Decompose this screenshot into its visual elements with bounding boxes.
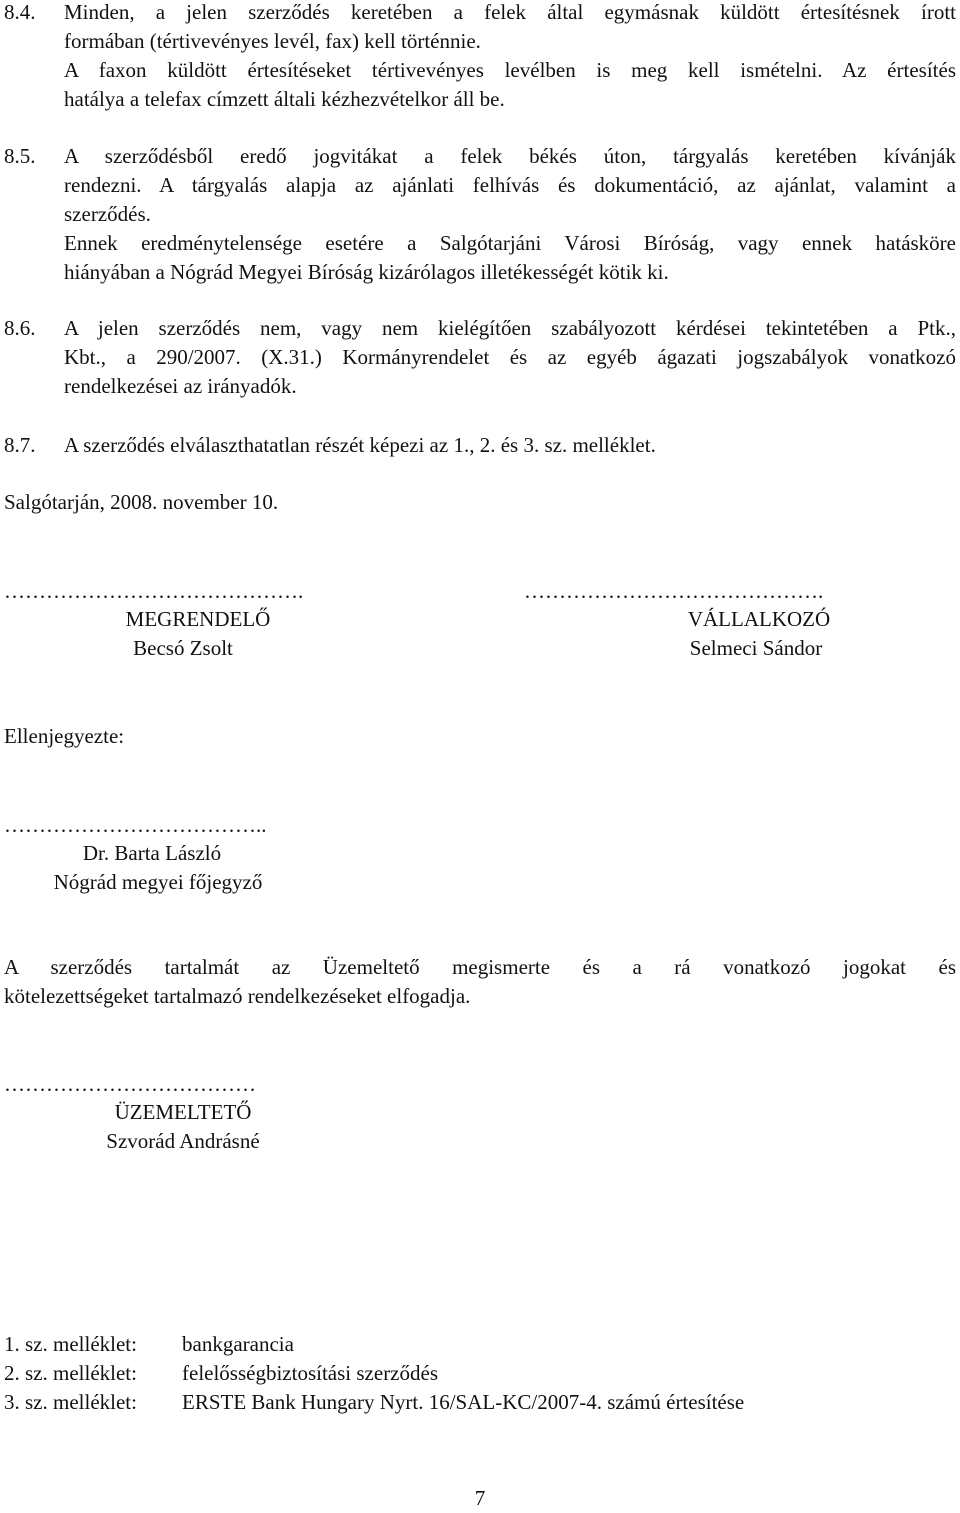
- signatory-name: Szvorád Andrásné: [106, 1129, 260, 1153]
- signatory-role: MEGRENDELŐ: [125, 607, 271, 631]
- signatory-name: Becsó Zsolt: [133, 636, 233, 660]
- paragraph-line: A szerződés elválaszthatatlan részét képezi az 1., 2. és 3. sz. melléklet.: [64, 433, 656, 457]
- paragraph-line: hatálya a telefax címzett általi kézhezvételkor áll be.: [64, 87, 505, 111]
- signatory-role: VÁLLALKOZÓ: [687, 607, 831, 631]
- signatory-title: Nógrád megyei főjegyző: [53, 870, 263, 894]
- section-number: 8.6.: [4, 316, 36, 340]
- annex-label: 1. sz. melléklet:: [4, 1332, 137, 1356]
- annex-label: 2. sz. melléklet:: [4, 1361, 137, 1385]
- paragraph-line: A faxon küldött értesítéseket tértivevényes levélben is meg kell ismételni. Az értesítés: [64, 58, 956, 82]
- annex-value: bankgarancia: [182, 1332, 294, 1356]
- signature-line: …………………………………….: [4, 579, 304, 603]
- signatory-role: ÜZEMELTETŐ: [114, 1100, 252, 1124]
- paragraph-line: szerződés.: [64, 202, 151, 226]
- signatory-name: Selmeci Sándor: [689, 636, 823, 660]
- paragraph-line: Ennek eredménytelensége esetére a Salgótarjáni Városi Bíróság, vagy ennek hatásköre: [64, 231, 956, 255]
- paragraph-line: Minden, a jelen szerződés keretében a felek által egymásnak küldött értesítésnek írott: [64, 0, 956, 24]
- section-number: 8.7.: [4, 433, 36, 457]
- section-number: 8.5.: [4, 144, 36, 168]
- paragraph-line: formában (tértivevényes levél, fax) kell történnie.: [64, 29, 481, 53]
- paragraph-line: A jelen szerződés nem, vagy nem kielégítően szabályozott kérdései tekintetében a Ptk.,: [64, 316, 956, 340]
- section-number: 8.4.: [4, 0, 36, 24]
- paragraph-line: rendelkezései az irányadók.: [64, 374, 297, 398]
- countersign-label: Ellenjegyezte:: [4, 724, 125, 748]
- page-number: 7: [474, 1486, 486, 1510]
- signature-line: ………………………………..: [4, 813, 267, 837]
- paragraph-line: rendezni. A tárgyalás alapja az ajánlati felhívás és dokumentáció, az ajánlat, valamint a: [64, 173, 956, 197]
- signatory-name: Dr. Barta László: [82, 841, 222, 865]
- paragraph-line: A szerződésből eredő jogvitákat a felek békés úton, tárgyalás keretében kívánják: [64, 144, 956, 168]
- annex-value: felelősségbiztosítási szerződés: [182, 1361, 438, 1385]
- annex-value: ERSTE Bank Hungary Nyrt. 16/SAL-KC/2007-4. számú értesítése: [182, 1390, 745, 1414]
- signature-line: ………………………………: [4, 1072, 256, 1096]
- paragraph-line: A szerződés tartalmát az Üzemeltető megismerte és a rá vonatkozó jogokat és: [4, 955, 956, 979]
- signature-line: …………………………………….: [524, 579, 824, 603]
- annex-label: 3. sz. melléklet:: [4, 1390, 137, 1414]
- paragraph-line: Kbt., a 290/2007. (X.31.) Kormányrendelet és az egyéb ágazati jogszabályok vonatkozó: [64, 345, 956, 369]
- place-date: Salgótarján, 2008. november 10.: [4, 490, 279, 514]
- paragraph-line: hiányában a Nógrád Megyei Bíróság kizárólagos illetékességét kötik ki.: [64, 260, 669, 284]
- paragraph-line: kötelezettségeket tartalmazó rendelkezéseket elfogadja.: [4, 984, 471, 1008]
